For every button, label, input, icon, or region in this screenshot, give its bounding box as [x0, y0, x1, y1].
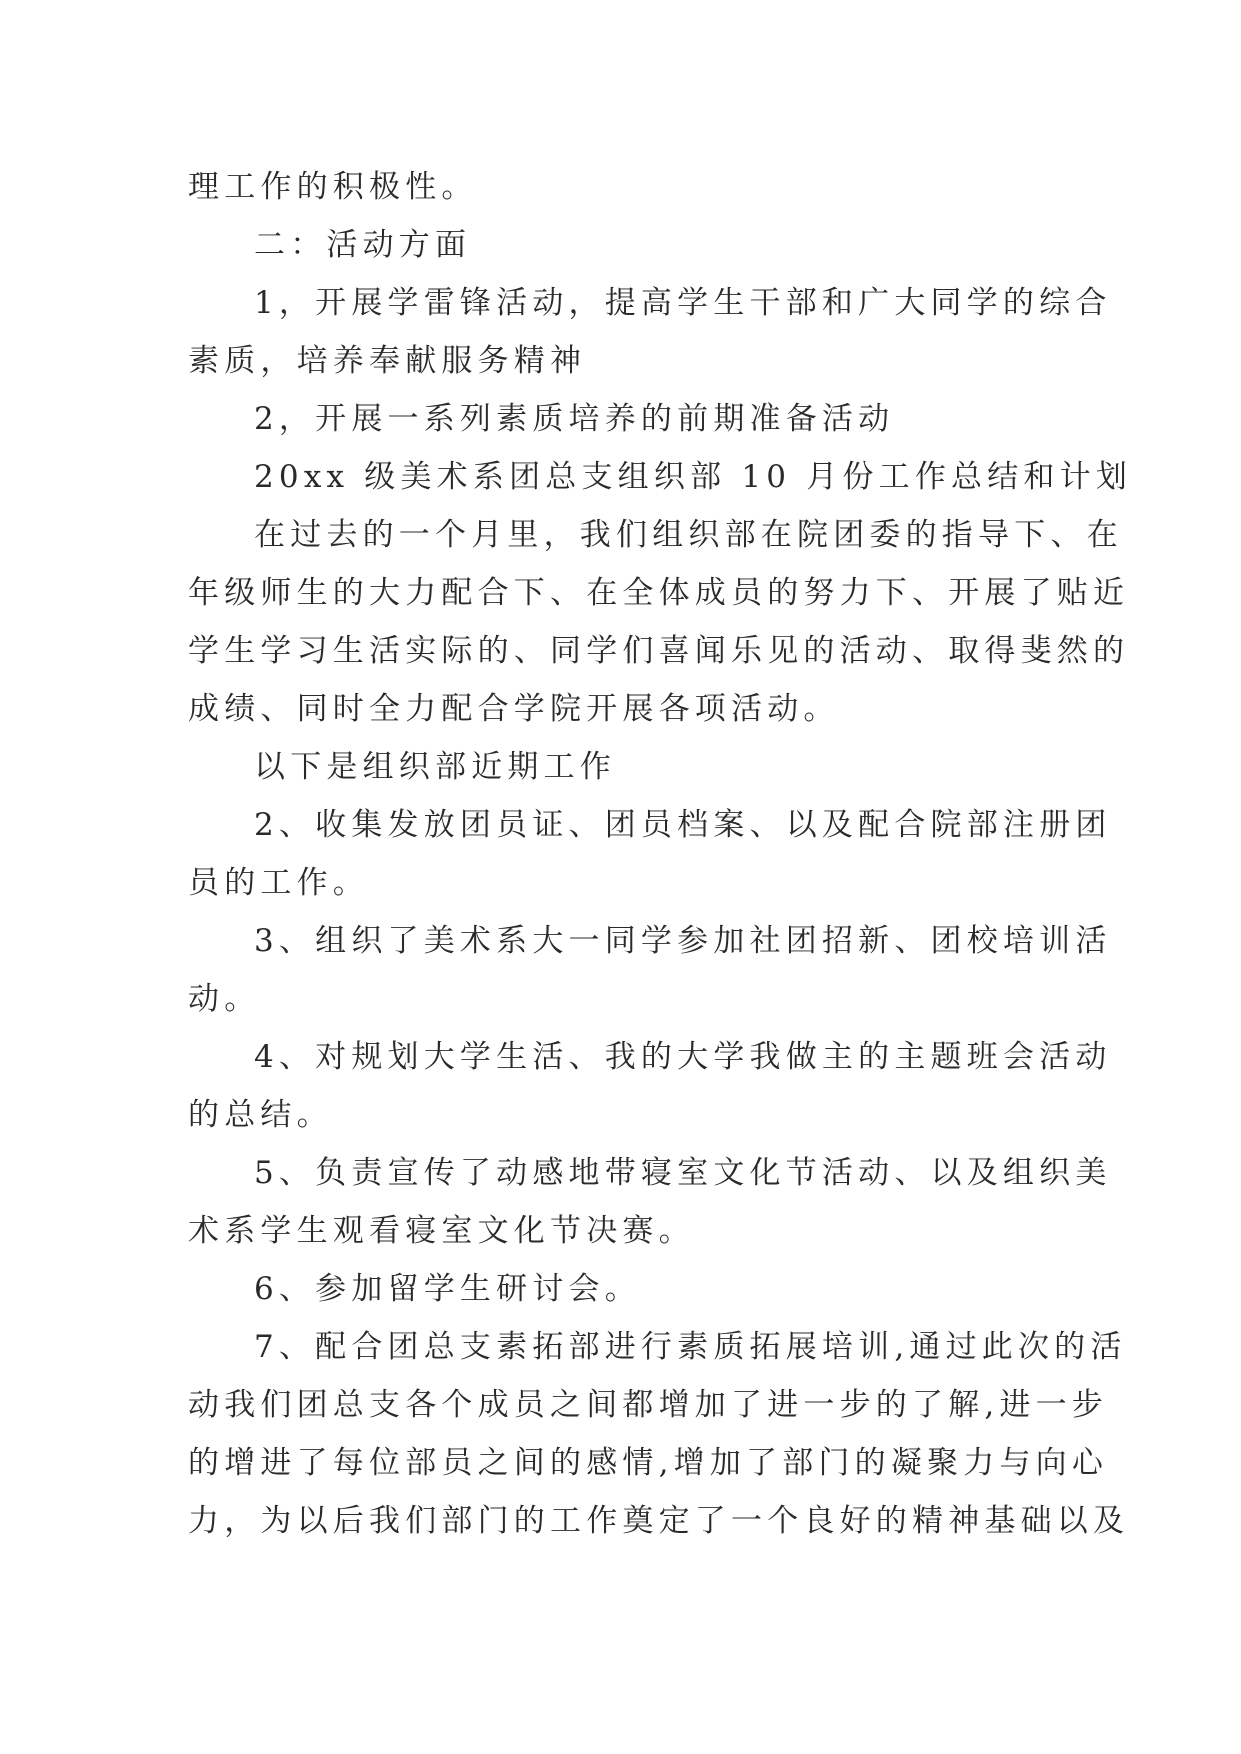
list-item: 7、配合团总支素拓部进行素质拓展培训,通过此次的活 [254, 1329, 1127, 1365]
document-title: 20xx 级美术系团总支组织部 10 月份工作总结和计划 [254, 459, 1133, 495]
list-item: 4、对规划大学生活、我的大学我做主的主题班会活动 [254, 1039, 1112, 1075]
text-line: 术系学生观看寝室文化节决赛。 [188, 1213, 695, 1249]
list-item: 6、参加留学生研讨会。 [254, 1271, 641, 1307]
text-line: 成绩、同时全力配合学院开展各项活动。 [188, 691, 840, 727]
text-line: 的增进了每位部员之间的感情,增加了部门的凝聚力与向心 [188, 1445, 1109, 1481]
text-line: 的总结。 [188, 1097, 333, 1133]
text-line: 在过去的一个月里，我们组织部在院团委的指导下、在 [254, 517, 1123, 553]
text-line: 动我们团总支各个成员之间都增加了进一步的了解,进一步 [188, 1387, 1109, 1423]
section-heading: 二：活动方面 [254, 227, 472, 263]
text-line: 员的工作。 [188, 865, 369, 901]
text-line: 学生学习生活实际的、同学们喜闻乐见的活动、取得斐然的 [188, 633, 1130, 669]
text-line: 年级师生的大力配合下、在全体成员的努力下、开展了贴近 [188, 575, 1130, 611]
list-item: 2、收集发放团员证、团员档案、以及配合院部注册团 [254, 807, 1112, 843]
document-body [188, 158, 1133, 1550]
list-item: 5、负责宣传了动感地带寝室文化节活动、以及组织美 [254, 1155, 1112, 1191]
text-line: 动。 [188, 981, 261, 1017]
text-line: 1，开展学雷锋活动，提高学生干部和广大同学的综合 [254, 285, 1112, 321]
list-item: 3、组织了美术系大一同学参加社团招新、团校培训活 [254, 923, 1112, 959]
text-line: 理工作的积极性。 [188, 169, 478, 205]
text-line: 力，为以后我们部门的工作奠定了一个良好的精神基础以及 [188, 1503, 1130, 1539]
text-line: 以下是组织部近期工作 [254, 749, 616, 785]
text-line: 2，开展一系列素质培养的前期准备活动 [254, 401, 895, 437]
text-line: 素质，培养奉献服务精神 [188, 343, 587, 379]
